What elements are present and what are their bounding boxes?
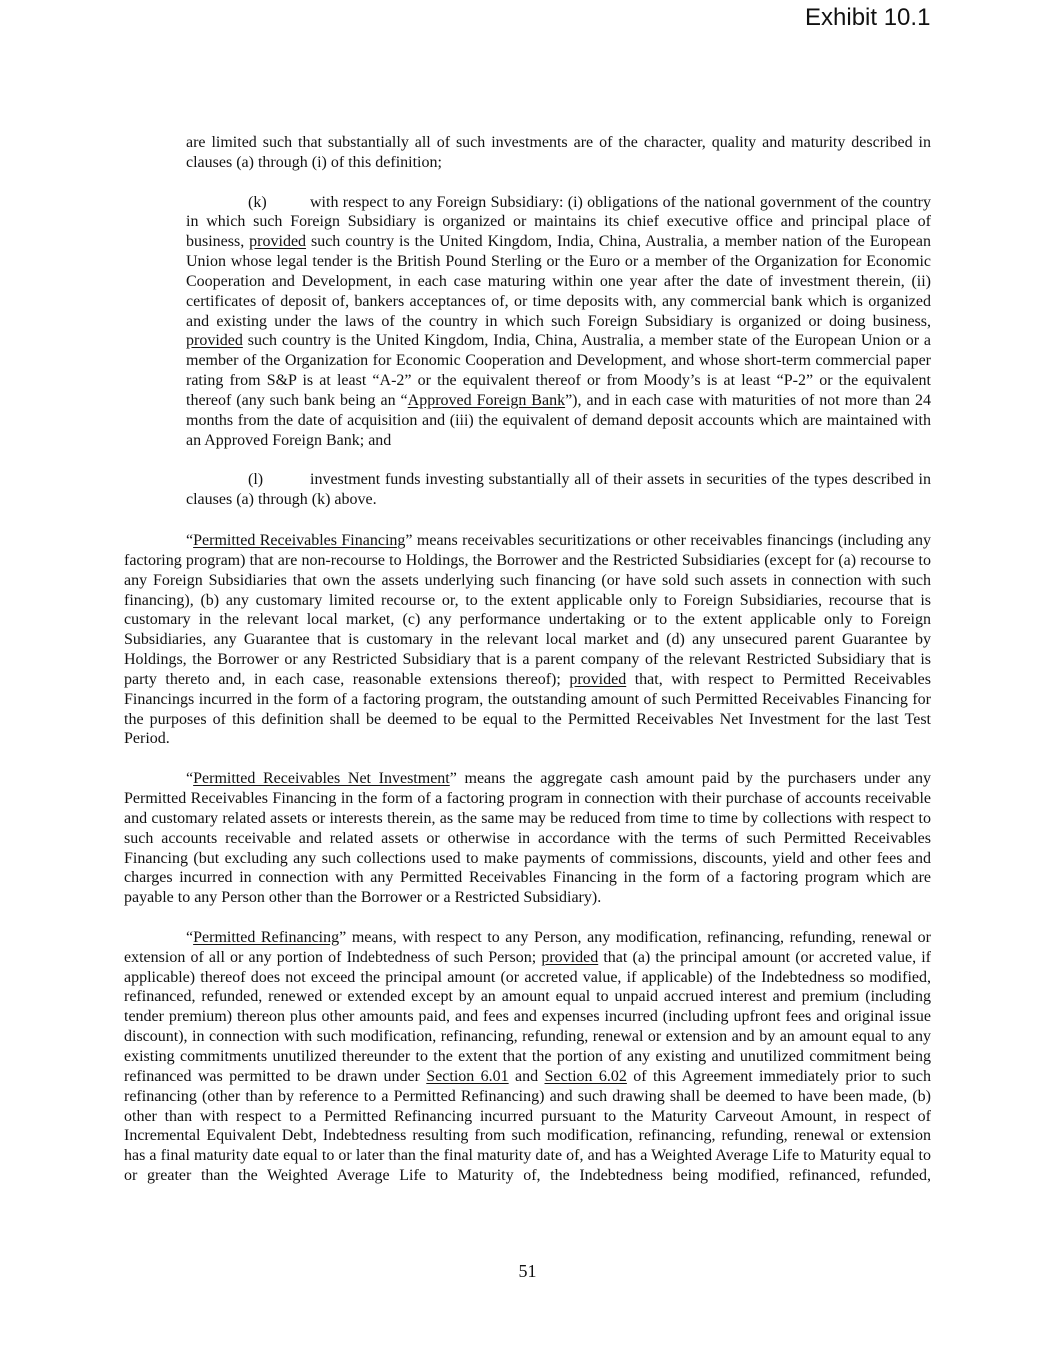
text: such country is the United Kingdom, India, China, Australia, a member nation of the European Union whose legal tender is the British Pound Sterling or the Euro or a member of the Organization for Economic Cooperation and Development, in each case maturing within one year after the date of investment therein, (ii) certificates of deposit of, bankers acceptances of, or time deposits with, any commercial bank which is organized and existing under the laws of the country in which such Foreign Subsidiary is organized or doing business, [186,233,932,330]
definition-permitted-refinancing [124,928,931,1186]
text: that, with respect to Permitted Receivables Financings incurred in the form of a factoring program, the outstanding amount of such Permitted Receivables Financing for the purposes of this definition shall be deemed to be equal to the Permitted Receivables Net Investment for the last Test Period. [124,670,931,748]
defined-term: Permitted Refinancing [193,928,340,946]
defined-term: Approved Foreign Bank [407,391,566,409]
text: “ [186,770,194,788]
clause-label: (l) [248,471,264,489]
defined-term: Permitted Receivables Financing [193,532,406,550]
section-reference: Section 6.02 [544,1067,627,1085]
text: ”), and in each case with maturities of not more than 24 months from the date of acquisition and (iii) the equivalent of demand deposit accounts which are maintained with an Approved Foreign Bank; and [186,391,931,449]
clause-label: (k) [248,193,267,211]
text: are limited such that substantially all of such investments are of the character, quality and maturity described in clauses (a) through (i) of this definition; [186,134,931,171]
definition-permitted-receivables-net-investment [124,769,931,908]
text: “ [186,532,194,550]
page-number: 51 [518,1261,537,1281]
paragraph-clause-j-continuation [186,133,931,173]
defined-term: Permitted Receivables Net Investment [193,770,450,788]
section-reference: Section 6.01 [426,1067,509,1085]
exhibit-label: Exhibit 10.1 [805,4,931,31]
document-body [124,133,931,1206]
paragraph-clause-l [186,470,931,510]
text: with respect to any Foreign Subsidiary: (i) obligations of the national government of the country in which such Foreign Subsidiary is organized or maintains its chief executive office and principal place of business, [186,193,931,251]
text: of this Agreement immediately prior to such refinancing (other than by reference to a Permitted Refinancing) and such drawing shall be deemed to have been made, (b) other than with respect to a Permitted Refinancing incurred pursuant to the Maturity Carveout Amount, in respect of Incremental Equivalent Debt, Indebtedness resulting from such modification, refinancing, refunding, renewal or extension has a final maturity date equal to or later than the final maturity date of, and has a Weighted Average Life to Maturity equal to or greater than the Weighted Average Life to Maturity of, the Indebtedness being modified, refinanced, refunded, [124,1067,931,1185]
paragraph-clause-k [186,193,931,451]
text: and [508,1067,545,1085]
underlined-term: provided [249,233,307,251]
text: ” means the aggregate cash amount paid by the purchasers under any Permitted Receivables Financing in the form of a factoring program in connection with their purchase of accounts receivable and customary related assets or interests therein, as the same may be reduced from time to time by collections with respect to such accounts receivable and related assets or otherwise in accordance with the terms of such Permitted Receivables Financing (but excluding any such collections used to make payments of commissions, discounts, yield and other fees and charges incurred in connection with any Permitted Receivables Financing in the form of a factoring program which are payable to any Person other than the Borrower or a Restricted Subsidiary). [124,770,931,907]
text: such country is the United Kingdom, India, China, Australia, a member state of the European Union or a member of the Organization for Economic Cooperation and Development, and whose short-term commercial paper rating from S&P is at least “A-2” or the equivalent thereof or from Moody’s is at least “P-2” or the equivalent thereof (any such bank being an “ [186,332,931,409]
text: ” means receivables securitizations or other receivables financings (including any factoring program) that are non-recourse to Holdings, the Borrower and the Restricted Subsidiaries (except for (a) recourse to any Foreign Subsidiaries that own the assets underlying such financing (or have sold such assets in connection with such financing), (b) any customary limited recourse or, to the extent applicable only to Foreign Subsidiaries, recourse that is customary in the relevant local market, (c) any performance undertaking or to the extent applicable only to Foreign Subsidiaries, any Guarantee that is customary in the relevant local market and (d) any unsecured parent Guarantee by Holdings, the Borrower or any Restricted Subsidiary that is a parent company of the relevant Restricted Subsidiary that is party thereto and, in each case, reasonable extensions thereof); [124,532,932,688]
underlined-term: provided [541,948,599,966]
definition-permitted-receivables-financing [124,531,931,749]
text: “ [186,928,194,946]
text: ” means, with respect to any Person, any modification, refinancing, refunding, renewal or extension of all or any portion of Indebtedness of such Person; [124,928,932,966]
underlined-term: provided [569,670,627,688]
underlined-term: provided [186,332,243,350]
text: that (a) the principal amount (or accreted value, if applicable) thereof does not exceed the principal amount (or accreted value, if applicable) of the Indebtedness so modified, refinanced, refunded, renewed or extended except by an amount equal to unpaid accrued interest and premium (including tender premium) thereon plus other amounts paid, and fees and expenses incurred (including upfront fees and original issue discount), in connection with such modification, refinancing, refunding, renewal or extension and by an amount equal to any existing commitments unutilized thereunder to the extent that the portion of any existing and unutilized commitment being refinanced was permitted to be drawn under [124,948,931,1085]
text: investment funds investing substantially all of their assets in securities of the types described in clauses (a) through (k) above. [186,471,931,509]
